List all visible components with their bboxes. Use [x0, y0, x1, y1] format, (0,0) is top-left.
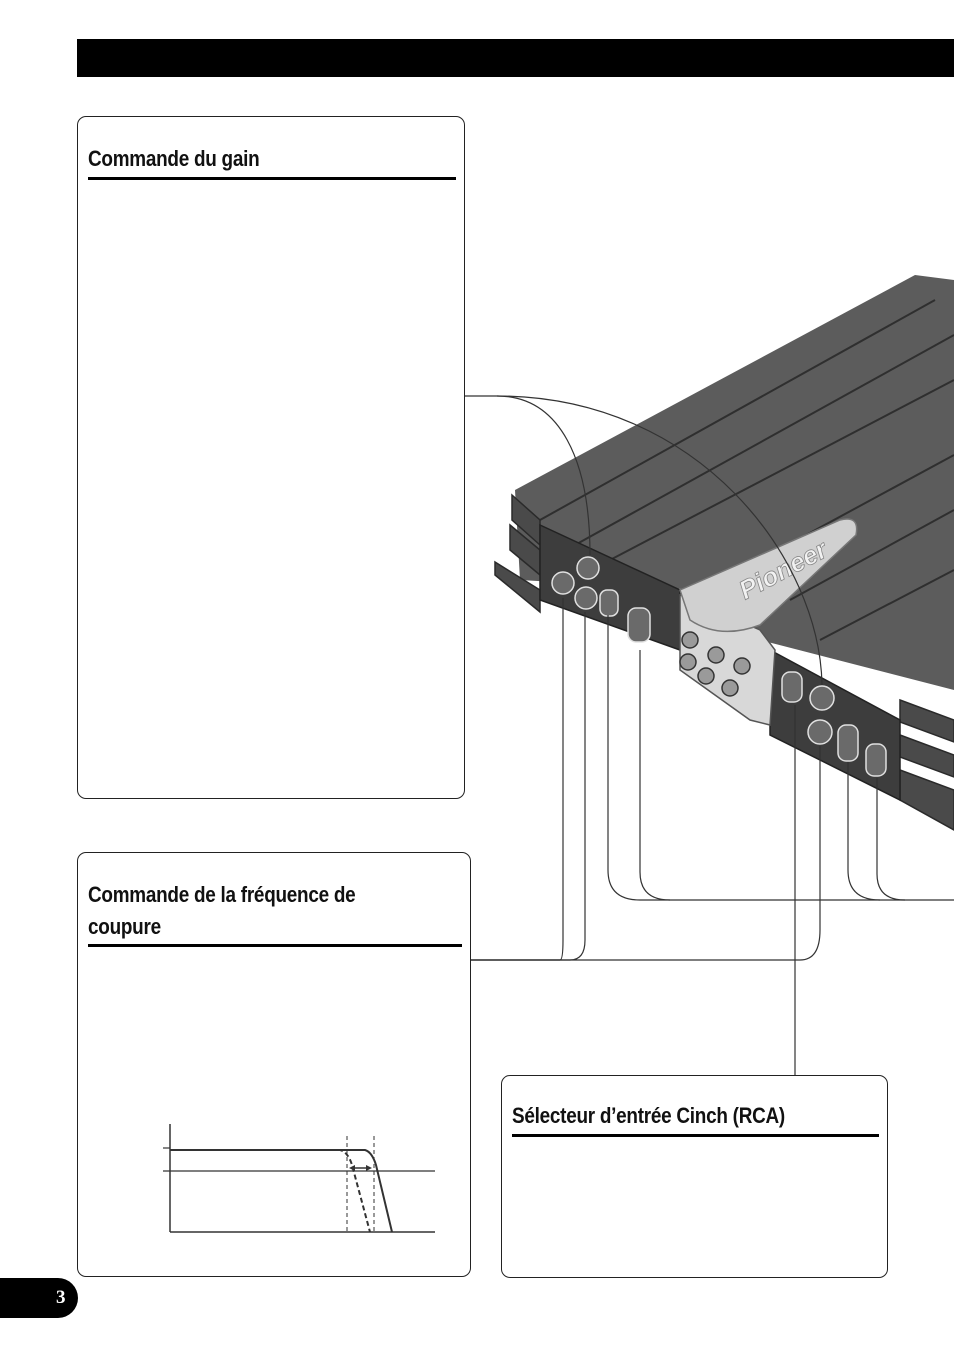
pioneer-logo: Pioneer: [733, 534, 833, 606]
cutoff-title-rule: [88, 944, 462, 947]
page-number-tab: 3: [0, 1278, 78, 1318]
input-selector-title: Sélecteur d’entrée Cinch (RCA): [512, 1103, 785, 1128]
gain-control-panel: [77, 116, 465, 799]
cutoff-control-title-line1: Commande de la fréquence de: [88, 882, 356, 907]
gain-title-rule: [88, 177, 456, 180]
input-title-rule: [512, 1134, 879, 1137]
input-selector-panel: [501, 1075, 888, 1278]
cutoff-control-title-line2: coupure: [88, 914, 161, 939]
gain-control-title: Commande du gain: [88, 146, 260, 171]
cutoff-control-panel: [77, 852, 471, 1277]
